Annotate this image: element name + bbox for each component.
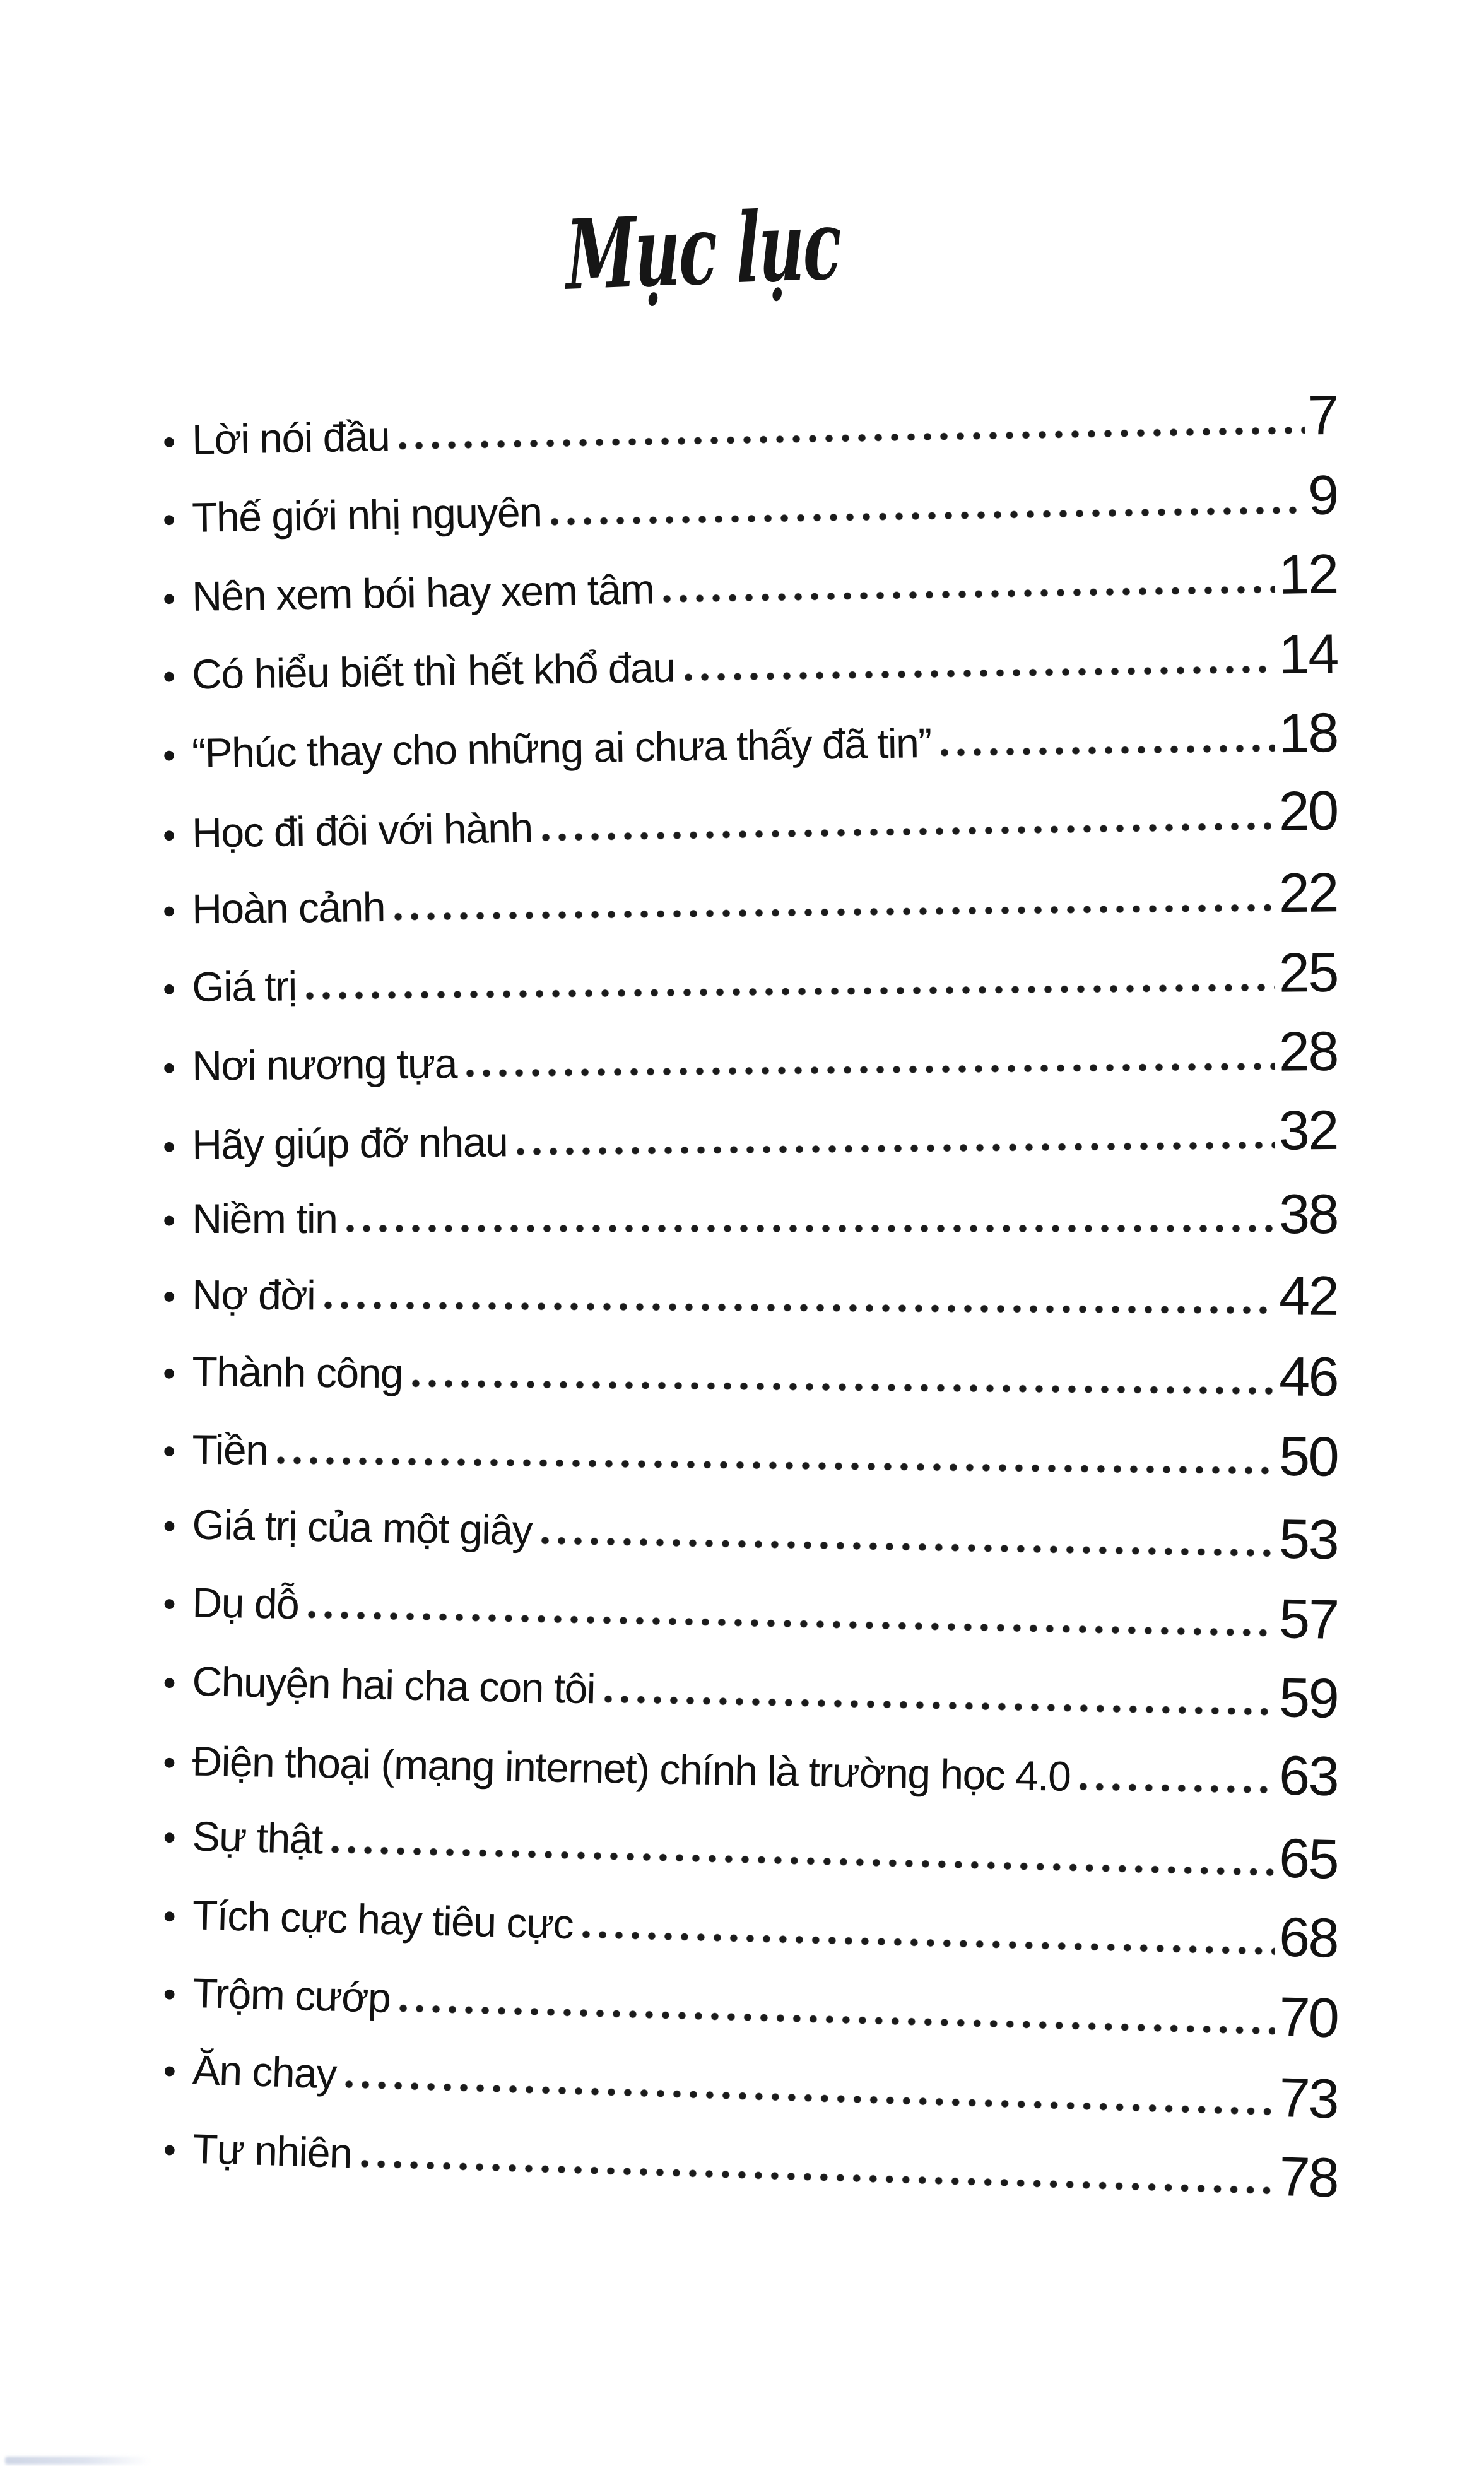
scan-artifact-smudge bbox=[5, 2457, 150, 2465]
toc-entry-page: 12 bbox=[1278, 542, 1338, 606]
toc-entry-page: 78 bbox=[1278, 2144, 1339, 2209]
bullet-icon: • bbox=[162, 656, 176, 697]
toc-entry-title: Lời nói đầu bbox=[191, 412, 390, 463]
toc-entry-page: 28 bbox=[1278, 1019, 1338, 1083]
bullet-icon: • bbox=[162, 890, 176, 932]
dot-leader bbox=[394, 903, 1275, 921]
toc-entry-page: 73 bbox=[1278, 2065, 1339, 2130]
toc-entry bbox=[162, 861, 1338, 955]
page-title: Mục lục bbox=[565, 189, 841, 312]
toc-entry-title: Giá trị của một giây bbox=[192, 1501, 533, 1554]
dot-leader bbox=[331, 1845, 1275, 1877]
toc-entry-page: 42 bbox=[1278, 1264, 1338, 1327]
toc-entry-title: Niềm tin bbox=[192, 1195, 338, 1242]
dot-leader bbox=[541, 1536, 1275, 1557]
bullet-icon: • bbox=[162, 421, 176, 463]
toc-entry bbox=[162, 1339, 1338, 1428]
toc-entry-title: Nơi nương tựa bbox=[191, 1039, 457, 1089]
toc-entry-page: 7 bbox=[1307, 383, 1338, 447]
bullet-icon: • bbox=[162, 1126, 176, 1167]
bullet-icon: • bbox=[162, 1047, 176, 1088]
bullet-icon: • bbox=[162, 1505, 177, 1547]
toc-entry-title: Nên xem bói hay xem tâm bbox=[191, 565, 654, 620]
bullet-icon: • bbox=[162, 499, 176, 541]
toc-entry-page: 20 bbox=[1278, 779, 1338, 842]
bullet-icon: • bbox=[162, 1431, 176, 1472]
toc-entry-title: Trộm cướp bbox=[191, 1969, 391, 2021]
bullet-icon: • bbox=[162, 815, 176, 856]
toc-entry-page: 38 bbox=[1279, 1182, 1338, 1245]
toc-entry-title: Có hiểu biết thì hết khổ đau bbox=[191, 644, 675, 698]
bullet-icon: • bbox=[162, 578, 176, 620]
toc-entry-page: 65 bbox=[1278, 1826, 1339, 1891]
toc-entry-page: 57 bbox=[1278, 1586, 1339, 1651]
bullet-icon: • bbox=[162, 1896, 177, 1937]
bullet-icon: • bbox=[162, 1352, 176, 1394]
bullet-icon: • bbox=[162, 734, 176, 776]
toc-entry-title: Tự nhiên bbox=[191, 2125, 353, 2176]
toc-entry-title: “Phúc thay cho những ai chưa thấy đã tin” bbox=[191, 719, 932, 777]
bullet-icon: • bbox=[162, 1583, 177, 1625]
dot-leader bbox=[344, 2080, 1275, 2116]
bullet-icon: • bbox=[163, 1200, 176, 1241]
toc-entry-page: 46 bbox=[1278, 1345, 1338, 1408]
page-title-wrap bbox=[0, 189, 1445, 312]
bullet-icon: • bbox=[162, 1817, 177, 1858]
bullet-icon: • bbox=[162, 2129, 177, 2171]
toc-entry-title: Sự thật bbox=[191, 1812, 323, 1863]
toc-entry-page: 14 bbox=[1278, 622, 1338, 686]
toc-entry-title: Hãy giúp đỡ nhau bbox=[191, 1118, 508, 1168]
dot-leader bbox=[516, 1140, 1275, 1155]
dot-leader bbox=[541, 822, 1275, 842]
dot-leader bbox=[550, 505, 1304, 526]
toc-entry-title: Ăn chay bbox=[191, 2046, 338, 2097]
bullet-icon: • bbox=[162, 1742, 177, 1783]
toc-entry-page: 68 bbox=[1278, 1905, 1339, 1969]
dot-leader bbox=[346, 1224, 1275, 1233]
toc-entry-title: Chuyện hai cha con tôi bbox=[191, 1657, 596, 1713]
toc-entry-page: 63 bbox=[1278, 1743, 1339, 1807]
toc-entry-page: 50 bbox=[1278, 1424, 1338, 1488]
toc-entry-title: Nợ đời bbox=[192, 1271, 315, 1319]
toc-entry-page: 18 bbox=[1278, 700, 1338, 765]
toc-entry-page: 25 bbox=[1278, 940, 1338, 1004]
toc-entry bbox=[163, 1262, 1338, 1347]
dot-leader bbox=[604, 1694, 1275, 1716]
dot-leader bbox=[324, 1301, 1275, 1314]
dot-leader bbox=[411, 1379, 1275, 1395]
dot-leader bbox=[398, 425, 1304, 450]
dot-leader bbox=[662, 585, 1275, 603]
dot-leader bbox=[466, 1061, 1275, 1077]
toc-entry bbox=[162, 1019, 1338, 1112]
toc-entry-page: 32 bbox=[1278, 1098, 1338, 1162]
dot-leader bbox=[582, 1930, 1275, 1956]
toc-entry-page: 9 bbox=[1307, 463, 1338, 526]
toc-entry bbox=[162, 1098, 1338, 1191]
bullet-icon: • bbox=[162, 968, 176, 1010]
toc-entry-page: 53 bbox=[1278, 1507, 1339, 1571]
bullet-icon: • bbox=[162, 2050, 177, 2092]
toc-entry-title: Tích cực hay tiêu cực bbox=[191, 1891, 574, 1947]
toc-entry-title: Thành công bbox=[192, 1348, 403, 1396]
dot-leader bbox=[305, 982, 1275, 1000]
toc-entry-page: 59 bbox=[1278, 1665, 1339, 1730]
bullet-icon: • bbox=[162, 1275, 176, 1317]
toc-entry-title: Điện thoại (mạng internet) chính là trường học 4.0 bbox=[192, 1737, 1071, 1800]
dot-leader bbox=[307, 1610, 1275, 1637]
dot-leader bbox=[399, 2003, 1275, 2035]
toc-entry bbox=[163, 1182, 1338, 1265]
toc-entry-title: Hoàn cảnh bbox=[191, 883, 386, 933]
toc-list bbox=[0, 383, 1484, 2212]
bullet-icon: • bbox=[162, 1973, 177, 2015]
toc-entry-title: Tiền bbox=[192, 1425, 268, 1473]
dot-leader bbox=[940, 743, 1275, 757]
toc-entry bbox=[162, 940, 1338, 1034]
toc-entry-title: Giá trị bbox=[191, 962, 297, 1010]
toc-entry-page: 70 bbox=[1278, 1985, 1339, 2050]
toc-entry-title: Thế giới nhị nguyên bbox=[191, 488, 542, 541]
dot-leader bbox=[276, 1456, 1275, 1475]
dot-leader bbox=[684, 664, 1276, 681]
toc-entry-title: Dụ dỗ bbox=[191, 1578, 300, 1627]
bullet-icon: • bbox=[162, 1661, 177, 1704]
toc-entry-page: 22 bbox=[1278, 861, 1338, 924]
dot-leader bbox=[1079, 1782, 1275, 1794]
dot-leader bbox=[360, 2159, 1275, 2195]
toc-entry-title: Học đi đôi với hành bbox=[191, 804, 533, 856]
